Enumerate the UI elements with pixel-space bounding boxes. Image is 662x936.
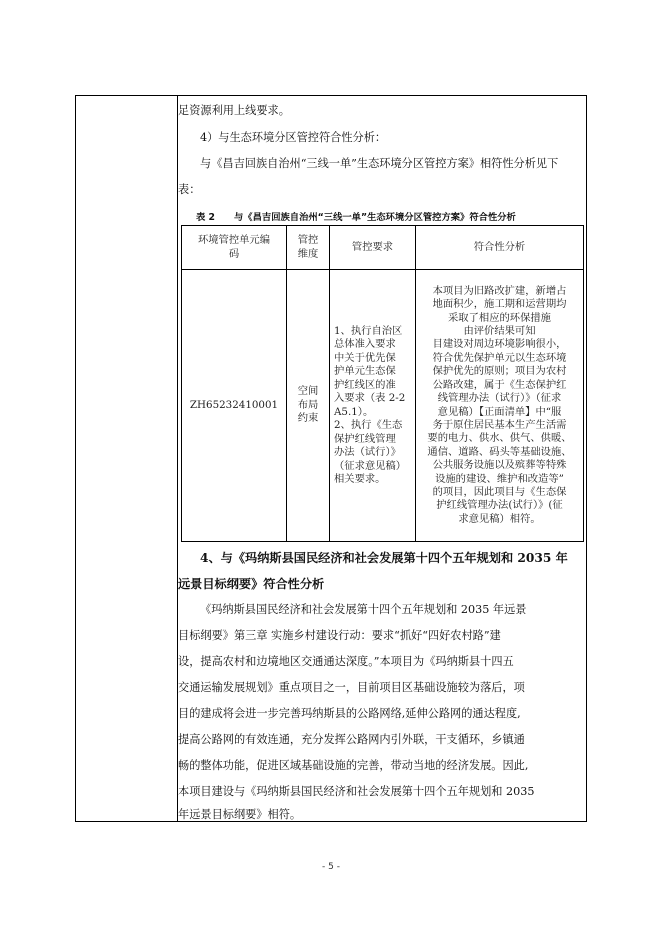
- header-dimension-line-2: 维度: [297, 247, 319, 260]
- section-4-paragraph-line: 年远景目标纲要》相符。: [178, 808, 302, 821]
- analysis-line: 公路改建，属于《生态保护红: [432, 378, 567, 391]
- section-4-heading-line-1: 4、与《玛纳斯县国民经济和社会发展第十四个五年规划和 2035 年: [200, 551, 568, 565]
- section-4-paragraph-line: 畅的整体功能，促进区域基础设施的完善，带动当地的经济发展。因此,: [178, 759, 529, 772]
- analysis-line: 线管理办法（试行）》（征求: [437, 392, 562, 405]
- subheading-ecological-zoning: 4）与生态环境分区管控符合性分析：: [200, 131, 387, 144]
- analysis-line: 由评价结果可知: [463, 325, 536, 338]
- requirement-line: 办法（试行）》: [334, 446, 401, 458]
- analysis-line: 通信、道路、码头等基础设施、: [427, 445, 572, 458]
- requirement-line: 1、执行自治区: [334, 324, 403, 337]
- section-4-paragraph-line: 提高公路网的有效连通，充分发挥公路网内引外联，干支循环，乡镇通: [178, 733, 525, 746]
- cell-dimension-line: 布局: [297, 398, 319, 411]
- table-caption: [196, 209, 516, 223]
- paragraph-resource-line: 足资源利用上线要求。: [178, 104, 290, 117]
- document-outer-table: [75, 95, 587, 822]
- table-caption-title: 与《昌吉回族自治州“三线一单”生态环境分区管控方案》符合性分析: [234, 212, 516, 223]
- requirement-line: 中关于优先保: [334, 351, 396, 364]
- cell-requirement: [330, 270, 416, 542]
- cell-unit-code: ZH65232410001: [182, 270, 287, 542]
- section-4-heading-line-2: 远景目标纲要》符合性分析: [178, 577, 325, 591]
- section-4-paragraph-line: 目的建成将会进一步完善玛纳斯县的公路网络,延伸公路网的通达程度,: [178, 707, 521, 720]
- analysis-line: 采取了相应的环保措施: [448, 311, 551, 324]
- requirement-line: 护红线区的准: [334, 378, 396, 391]
- cell-dimension-line: 空间: [297, 385, 319, 398]
- analysis-line: 护红线管理办法(试行）》(征: [436, 499, 563, 512]
- section-4-paragraph-line: 《玛纳斯县国民经济和社会发展第十四个五年规划和 2035 年远景: [200, 603, 527, 616]
- analysis-line: 目建设对周边环境影响很小，: [432, 338, 567, 351]
- requirement-line: 入要求（表 2-2: [334, 392, 406, 404]
- section-4-paragraph-line: 本项目建设与《玛纳斯县国民经济和社会发展第十四个五年规划和 2035: [178, 785, 535, 798]
- header-unit-code-line-1: 环境管控单元编: [197, 234, 271, 246]
- header-unit-code: [182, 226, 287, 270]
- analysis-line: 设施的建设、维护和改造等”: [435, 472, 564, 485]
- header-dimension: [287, 226, 330, 270]
- section-4-paragraph-line: 目标纲要》第三章 实施乡村建设行动：要求“抓好“四好农村路”建: [178, 629, 501, 642]
- table-caption-number: 表 2: [196, 212, 216, 223]
- requirement-line: （征求意见稿）: [334, 459, 407, 472]
- section-4-paragraph-line: 交通运输发展规划》重点项目之一，目前项目区基础设施较为落后，项: [178, 681, 525, 694]
- analysis-line: 符合优先保护单元以生态环境: [432, 351, 567, 364]
- requirement-line: 2、执行《生态: [334, 419, 403, 431]
- analysis-line: 公共服务设施以及殡葬等特殊: [432, 459, 567, 472]
- outer-table-content-cell: [178, 96, 586, 821]
- requirement-line: 护单元生态保: [334, 365, 396, 377]
- section-4-paragraph-line: 设，提高农村和边境地区交通通达深度。”本项目为《玛纳斯县十四五: [178, 655, 514, 668]
- table-header-row: [182, 226, 584, 270]
- analysis-line: 本项目为旧路改扩建，新增占: [432, 284, 567, 297]
- compliance-table: [181, 225, 584, 542]
- analysis-line: 务于原住居民基本生产生活需: [432, 418, 567, 431]
- cell-dimension-line: 约束: [297, 412, 319, 425]
- analysis-line: 要的电力、供水、供气、供暖、: [427, 432, 572, 445]
- analysis-line: 意见稿）【正面清单】中“服: [437, 405, 562, 418]
- cell-dimension: [287, 270, 330, 542]
- paragraph-intro-line-2: 表：: [178, 183, 201, 196]
- requirement-line: A5.1）。: [334, 405, 374, 418]
- cell-analysis: [416, 270, 584, 542]
- analysis-line: 地面积少，施工期和运营期均: [432, 298, 567, 311]
- table-row: [182, 270, 584, 542]
- analysis-line: 的项目，因此项目与《生态保: [432, 485, 567, 498]
- page-number: - 5 -: [322, 862, 340, 872]
- header-dimension-line-1: 管控: [297, 234, 319, 246]
- analysis-line: 求意见稿）相符。: [458, 512, 541, 525]
- paragraph-intro-line-1: 与《昌吉回族自治州“三线一单”生态环境分区管控方案》相符性分析见下: [200, 157, 559, 170]
- header-requirement: 管控要求: [330, 226, 416, 270]
- header-analysis: 符合性分析: [416, 226, 584, 270]
- requirement-line: 相关要求。: [334, 473, 386, 485]
- analysis-line: 保护优先的原则；项目为农村: [432, 365, 567, 378]
- requirement-line: 总体准入要求: [334, 338, 396, 350]
- requirement-line: 保护红线管理: [334, 432, 396, 445]
- header-unit-code-line-2: 码: [228, 247, 240, 260]
